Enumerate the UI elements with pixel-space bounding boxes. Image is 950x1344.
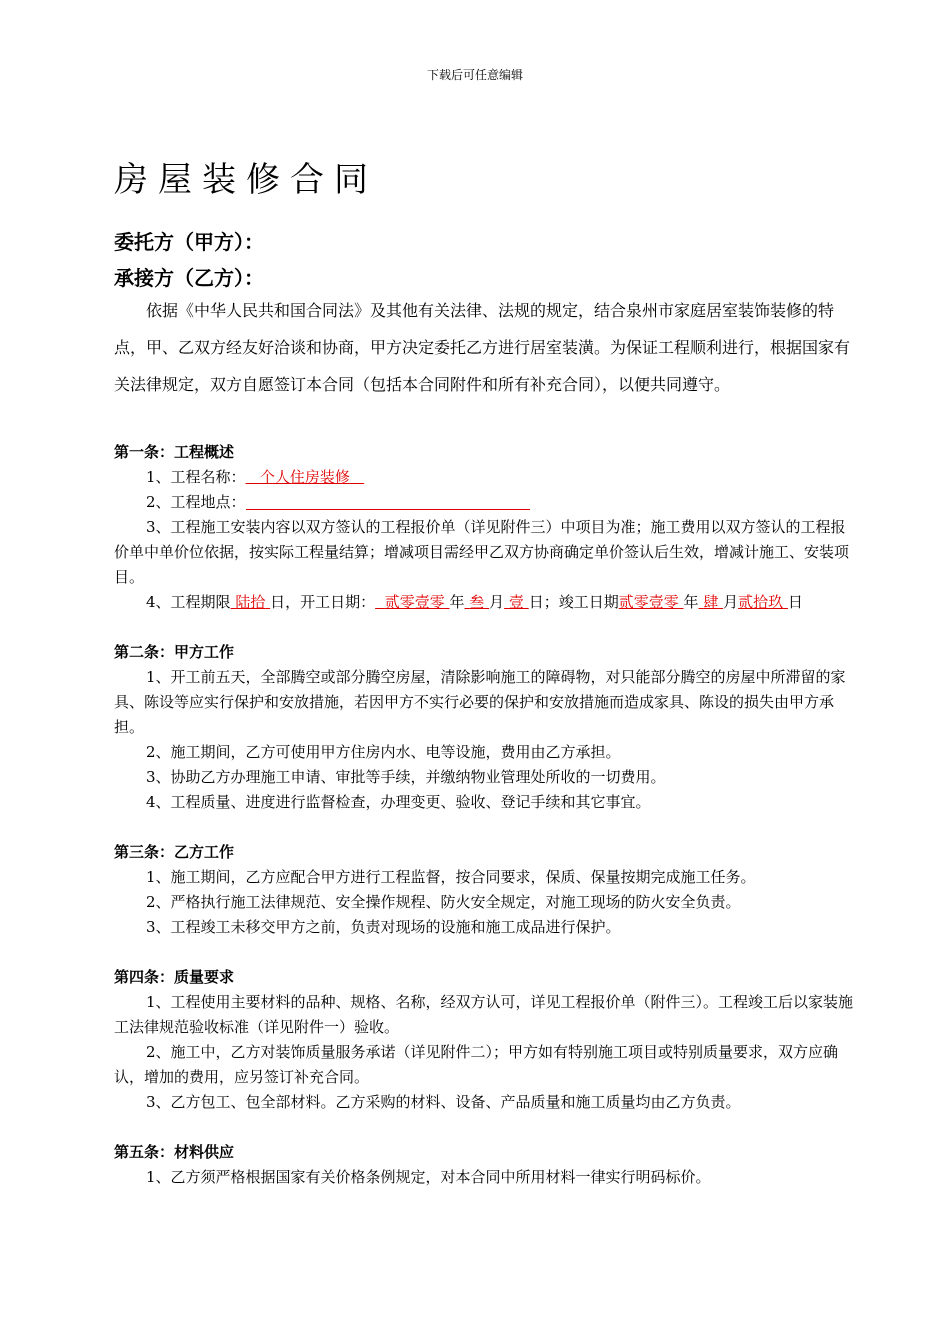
list-item: 3、协助乙方办理施工申请、审批等手续，并缴纳物业管理处所收的一切费用。 (146, 768, 666, 786)
section-3 (114, 840, 854, 940)
project-site-line (114, 490, 854, 515)
period-value (231, 593, 271, 611)
project-name-value (246, 468, 365, 486)
list-item: 3、工程施工安装内容以双方签认的工程报价单（详见附件三）中项目为准；施工费用以双方签认的工程报价单中单价位依据，按实际工程量结算；增减项目需经甲乙双方协商确定单价签认后生效，增减计施工、安装项目。 (114, 518, 850, 586)
end-day-text: 贰拾玖 (738, 593, 784, 611)
start-day (504, 593, 529, 611)
end-year (619, 593, 684, 611)
period-text: 陆拾 (235, 593, 266, 611)
end-label: ；竣工日期 (543, 593, 619, 611)
list-item: 3、乙方包工、包全部材料。乙方采购的材料、设备、产品质量和施工质量均由乙方负责。 (146, 1093, 741, 1111)
period-label: 4、工程期限 (146, 593, 231, 611)
start-label: ，开工日期： (285, 593, 376, 611)
party-b-label: 承接方（乙方）： (114, 266, 264, 290)
year-unit: 年 (449, 593, 465, 611)
section-5 (114, 1140, 854, 1190)
start-day-text: 壹 (508, 593, 524, 611)
project-name-line (114, 465, 854, 490)
section-title: 第一条：工程概述 (114, 443, 235, 461)
party-a-label: 委托方（甲方）： (114, 230, 264, 254)
end-year-text: 贰零壹零 (618, 593, 679, 611)
end-month (699, 593, 724, 611)
start-month (465, 593, 490, 611)
contract-title: 房屋装修合同 (114, 160, 378, 200)
section-title: 第三条：乙方工作 (114, 843, 235, 861)
list-item: 2、施工期间，乙方可使用甲方住房内水、电等设施，费用由乙方承担。 (146, 743, 621, 761)
start-month-text: 叁 (469, 593, 485, 611)
list-item: 1、工程使用主要材料的品种、规格、名称，经双方认可，详见工程报价单（附件三）。工程竣工后以家装施工法律规范验收标准（详见附件一）验收。 (114, 993, 854, 1036)
list-item: 2、施工中，乙方对装饰质量服务承诺（详见附件二）；甲方如有特别施工项目或特别质量要求，双方应确认，增加的费用，应另签订补充合同。 (114, 1043, 839, 1086)
section-4 (114, 965, 854, 1115)
intro-paragraph: 依据《中华人民共和国合同法》及其他有关法律、法规的规定，结合泉州市家庭居室装饰装修的特点，甲、乙双方经友好洽谈和协商，甲方决定委托乙方进行居室装潢。为保证工程顺利进行，根据国家有关法律规定，双方自愿签订本合同（包括本合同附件和所有补充合同），以便共同遵守。 (114, 301, 851, 394)
section-1 (114, 440, 854, 615)
section-2 (114, 640, 854, 815)
project-period-line (114, 590, 854, 615)
start-year-text: 贰零壹零 (384, 593, 445, 611)
year-unit: 年 (683, 593, 699, 611)
project-name-text: 个人住房装修 (259, 468, 350, 486)
day-unit: 日 (528, 593, 544, 611)
contract-body (114, 440, 854, 1215)
day-unit: 日 (787, 593, 803, 611)
project-name-label: 1、工程名称： (146, 468, 246, 486)
list-item: 1、开工前五天，全部腾空或部分腾空房屋，清除影响施工的障碍物，对只能部分腾空的房屋中所滞留的家具、陈设等应实行保护和安放措施，若因甲方不实行必要的保护和安放措施而造成家具、陈设的损失由甲方承担。 (114, 668, 846, 736)
end-day (738, 593, 788, 611)
list-item: 1、施工期间，乙方应配合甲方进行工程监督，按合同要求，保质、保量按期完成施工任务。 (146, 868, 756, 886)
month-unit: 月 (489, 593, 505, 611)
month-unit: 月 (723, 593, 739, 611)
start-year (375, 593, 449, 611)
project-site-blank (246, 491, 530, 510)
day-unit: 日 (270, 593, 286, 611)
list-item: 2、严格执行施工法律规范、安全操作规程、防火安全规定，对施工现场的防火安全负责。 (146, 893, 741, 911)
list-item: 1、乙方须严格根据国家有关价格条例规定，对本合同中所用材料一律实行明码标价。 (146, 1168, 711, 1186)
section-title: 第二条：甲方工作 (114, 643, 235, 661)
list-item: 3、工程竣工未移交甲方之前，负责对现场的设施和施工成品进行保护。 (146, 918, 621, 936)
project-site-label: 2、工程地点： (146, 493, 246, 511)
section-title: 第五条：材料供应 (114, 1143, 235, 1161)
list-item: 4、工程质量、进度进行监督检查，办理变更、验收、登记手续和其它事宜。 (146, 793, 651, 811)
header-note: 下载后可任意编辑 (426, 68, 523, 82)
section-title: 第四条：质量要求 (114, 968, 235, 986)
end-month-text: 肆 (703, 593, 719, 611)
